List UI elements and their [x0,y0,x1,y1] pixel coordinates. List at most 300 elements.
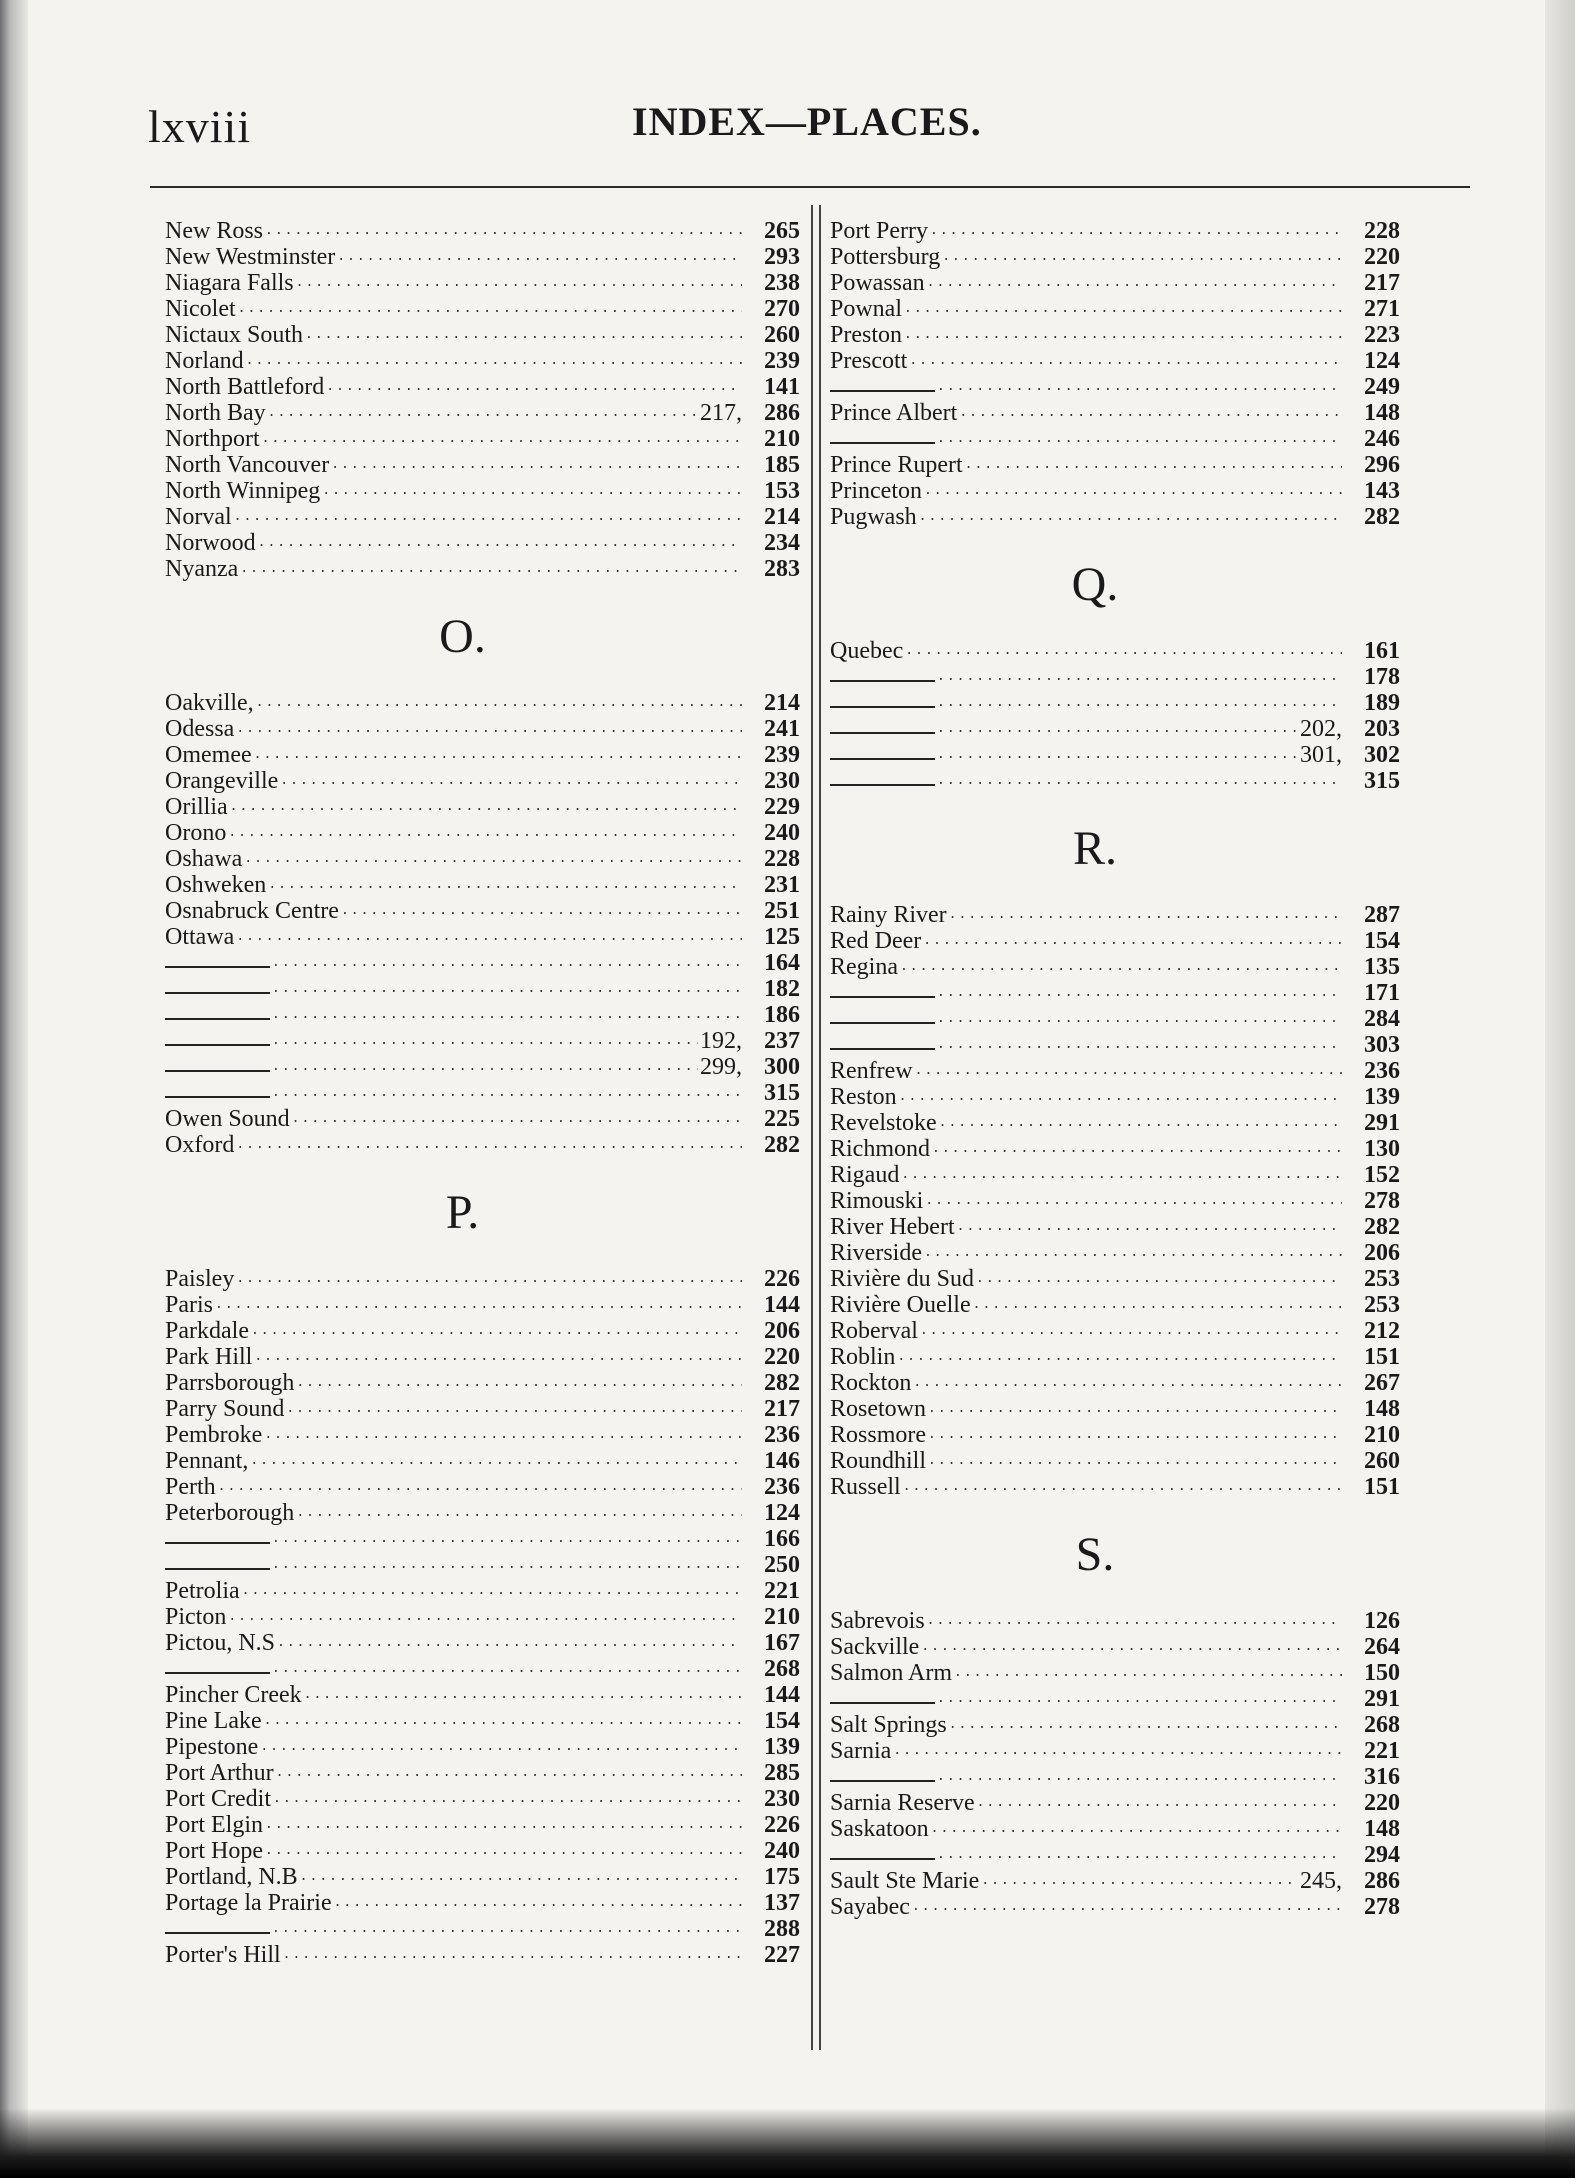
page-ref: 161 [1364,638,1400,664]
dot-leader [273,1786,742,1812]
page-ref: 284 [1364,1006,1400,1032]
place-name: North Battleford [165,374,325,400]
index-entry [165,218,800,244]
place-name: Pictou, N.S [165,1630,276,1656]
page-ref: 124 [1364,348,1400,374]
index-entry [165,530,800,556]
dot-leader [900,954,1342,980]
page-ref: 286 [764,400,800,426]
page-ref: 246 [1364,426,1400,452]
index-entry [830,400,1400,426]
index-entry [830,1738,1400,1764]
dot-leader [240,556,742,582]
dot-leader [246,348,742,374]
index-entry [830,1240,1400,1266]
index-entry [165,794,800,820]
place-name: Nyanza [165,556,239,582]
page-ref: 139 [764,1734,800,1760]
dot-leader [897,1344,1342,1370]
dot-leader [292,1106,742,1132]
place-name: Portage la Prairie [165,1890,332,1916]
index-continuation-row [165,1028,800,1054]
index-entry [165,322,800,348]
dot-leader [236,716,742,742]
dot-leader [341,898,742,924]
page-ref: 225 [764,1106,800,1132]
index-entry [830,348,1400,374]
page-ref: 214 [764,690,800,716]
index-entry [165,1132,800,1158]
dot-leader [977,1790,1342,1816]
place-name: Roundhill [830,1448,927,1474]
place-name: Regina [830,954,898,980]
dot-leader [258,530,742,556]
ditto-dash [830,1022,935,1024]
index-continuation-row [830,664,1400,690]
place-name: Rivière Ouelle [830,1292,971,1318]
page-ref: 210 [764,426,800,452]
right-index-column [830,218,1400,1920]
place-name: Rossmore [830,1422,926,1448]
index-entry [830,1084,1400,1110]
page-ref: 203 [1364,716,1400,742]
place-name: Pincher Creek [165,1682,302,1708]
index-entry [830,1816,1400,1842]
page-ref: 282 [764,1370,800,1396]
ditto-dash [165,1096,270,1098]
dot-leader [272,1656,742,1682]
ditto-dash [165,1568,270,1570]
index-continuation-row [830,1764,1400,1790]
page-ref: 282 [1364,1214,1400,1240]
place-name: Picton [165,1604,227,1630]
page-ref: 130 [1364,1136,1400,1162]
index-entry [165,1370,800,1396]
page-ref: 185 [764,452,800,478]
page-gutter-shadow [0,0,28,2178]
index-entry [165,846,800,872]
place-name: Nicolet [165,296,236,322]
dot-leader [949,902,1342,928]
dot-leader [272,1028,698,1054]
place-name: Sarnia [830,1738,892,1764]
place-name: Riverside [830,1240,922,1266]
place-name: Saskatoon [830,1816,929,1842]
dot-leader [265,1838,742,1864]
page-ref: 296 [1364,452,1400,478]
dot-leader [272,1080,742,1106]
index-entry [165,348,800,374]
page-ref: 125 [764,924,800,950]
index-entry [165,374,800,400]
index-entry [165,1500,800,1526]
place-name: Perth [165,1474,216,1500]
place-name: Pembroke [165,1422,263,1448]
place-name: Ottawa [165,924,235,950]
dot-leader [234,504,742,530]
index-entry [830,902,1400,928]
page-ref: 293 [764,244,800,270]
index-entry [830,1660,1400,1686]
page-ref: 151 [1364,1344,1400,1370]
index-entry [165,452,800,478]
place-name: Nictaux South [165,322,303,348]
dot-leader [260,1734,742,1760]
place-name: Orono [165,820,227,846]
index-entry [165,820,800,846]
index-entry [830,1214,1400,1240]
dot-leader [215,1292,742,1318]
dot-leader [981,1868,1298,1894]
dot-leader [272,976,742,1002]
page-ref: 234 [764,530,800,556]
index-entry [830,1712,1400,1738]
place-name: Revelstoke [830,1110,937,1136]
place-name: Odessa [165,716,235,742]
place-name: Pine Lake [165,1708,262,1734]
dot-leader [262,426,742,452]
page-ref: 241 [764,716,800,742]
page-ref: 270 [764,296,800,322]
dot-leader [251,1318,742,1344]
place-name: Russell [830,1474,901,1500]
dot-leader [937,1006,1342,1032]
page-title: INDEX—PLACES. [632,99,982,144]
place-name: Norwood [165,530,256,556]
dot-leader [264,1422,742,1448]
index-continuation-row [165,1916,800,1942]
place-name: Parkdale [165,1318,249,1344]
dot-leader [236,1266,742,1292]
page-ref: 206 [764,1318,800,1344]
page-ref: 221 [1364,1738,1400,1764]
index-entry [830,1608,1400,1634]
page-ref: 221 [764,1578,800,1604]
dot-leader [976,1266,1342,1292]
index-entry [165,1578,800,1604]
ditto-dash [830,1780,935,1782]
ditto-dash [165,1044,270,1046]
dot-leader [238,296,742,322]
index-entry [165,1292,800,1318]
page-ref: 265 [764,218,800,244]
page-ref: 214 [764,504,800,530]
page-ref: 182 [764,976,800,1002]
place-name: Sarnia Reserve [830,1790,975,1816]
dot-leader [256,690,742,716]
page-ref: 286 [1364,1868,1400,1894]
index-entry [165,1708,800,1734]
page-ref: 226 [764,1812,800,1838]
index-entry [165,556,800,582]
index-continuation-row [830,716,1400,742]
index-entry [830,1868,1400,1894]
place-name: Niagara Falls [165,270,294,296]
place-name: Sayabec [830,1894,910,1920]
dot-leader [937,1764,1342,1790]
ditto-dash [165,966,270,968]
place-name: Reston [830,1084,897,1110]
page-ref: 153 [764,478,800,504]
page-ref: 220 [1364,244,1400,270]
page-ref: 260 [764,322,800,348]
index-entry [165,690,800,716]
index-entry [830,296,1400,322]
index-entry [165,1344,800,1370]
page-ref: 217 [1364,270,1400,296]
page-ref: 144 [764,1682,800,1708]
page-ref: 135 [1364,954,1400,980]
page-ref: 267 [1364,1370,1400,1396]
index-entry [165,1942,800,1968]
place-name: Red Deer [830,928,922,954]
place-name: Sackville [830,1634,920,1660]
dot-leader [236,924,742,950]
index-entry [165,1682,800,1708]
place-name: Pipestone [165,1734,259,1760]
place-name: Oakville, [165,690,254,716]
page-ref: 175 [764,1864,800,1890]
page-ref: 237 [764,1028,800,1054]
place-name: River Hebert [830,1214,955,1240]
place-name: North Winnipeg [165,478,321,504]
index-entry [165,1812,800,1838]
place-name: New Westminster [165,244,336,270]
dot-leader [305,322,742,348]
dot-leader [893,1738,1342,1764]
index-entry [830,1634,1400,1660]
place-name: Parry Sound [165,1396,285,1422]
page-ref: 226 [764,1266,800,1292]
place-name: Salmon Arm [830,1660,953,1686]
ditto-dash [830,1858,935,1860]
dot-leader [927,270,1342,296]
page-ref: 251 [764,898,800,924]
index-continuation-row [830,1032,1400,1058]
page-ref: 151 [1364,1474,1400,1500]
page-ref: 283 [764,556,800,582]
place-name: Roberval [830,1318,918,1344]
page-ref: 146 [764,1448,800,1474]
index-entry [830,1474,1400,1500]
page-ref: 154 [1364,928,1400,954]
index-entry [165,400,800,426]
place-name: Port Arthur [165,1760,274,1786]
place-name: Paris [165,1292,213,1318]
dot-leader [322,478,742,504]
place-name: Orangeville [165,768,279,794]
place-name: North Vancouver [165,452,330,478]
dot-leader [931,1816,1342,1842]
index-entry [165,1318,800,1344]
ditto-dash [830,784,935,786]
place-name: Princeton [830,478,922,504]
page-ref: 291 [1364,1686,1400,1712]
index-entry [165,504,800,530]
page-ref: 148 [1364,400,1400,426]
header-rule [150,186,1470,188]
dot-leader [954,1660,1342,1686]
dot-leader [286,1396,742,1422]
index-entry [830,478,1400,504]
index-entry [830,1790,1400,1816]
ditto-dash [165,1542,270,1544]
dot-leader [949,1712,1342,1738]
index-entry [830,1162,1400,1188]
section-letter: S. [1075,1527,1115,1581]
dot-leader [236,1132,742,1158]
place-name: Omemee [165,742,252,768]
index-continuation-row [830,1842,1400,1868]
dot-leader [334,1890,742,1916]
page-ref: 152 [1364,1162,1400,1188]
page-ref: 268 [1364,1712,1400,1738]
index-entry [165,1266,800,1292]
index-entry [830,1396,1400,1422]
page-ref: 239 [764,742,800,768]
index-entry [165,478,800,504]
page-ref: 139 [1364,1084,1400,1110]
place-name: Rockton [830,1370,912,1396]
ditto-dash [830,680,935,682]
dot-leader [904,296,1342,322]
dot-leader [957,1214,1342,1240]
index-entry [830,1110,1400,1136]
dot-leader [899,1084,1342,1110]
index-entry [165,1604,800,1630]
ditto-dash [165,1672,270,1674]
dot-leader [937,742,1298,768]
dot-leader [912,1894,1342,1920]
ditto-dash [165,1070,270,1072]
index-continuation-row [830,426,1400,452]
index-entry [830,1058,1400,1084]
dot-leader [928,1396,1342,1422]
place-name: Port Perry [830,218,928,244]
dot-leader [973,1292,1342,1318]
index-entry [830,1894,1400,1920]
dot-leader [268,872,742,898]
page-ref: 137 [764,1890,800,1916]
place-name: Pennant, [165,1448,249,1474]
index-entry [830,1448,1400,1474]
page-ref: 253 [1364,1292,1400,1318]
page-ref: 250 [764,1552,800,1578]
index-entry [165,1422,800,1448]
dot-leader [218,1474,742,1500]
index-entry [165,296,800,322]
page-ref: 278 [1364,1188,1400,1214]
dot-leader [932,1136,1342,1162]
dot-leader [937,716,1298,742]
dot-leader [264,1708,742,1734]
page-ref: 178 [1364,664,1400,690]
dot-leader [337,244,742,270]
dot-leader [272,1054,698,1080]
index-continuation-row [830,742,1400,768]
place-name: Prince Albert [830,400,958,426]
page-ref: 294 [1364,1842,1400,1868]
dot-leader [242,1578,742,1604]
place-name: Pottersburg [830,244,941,270]
dot-leader [937,426,1342,452]
extra-page-ref: 202, [1300,716,1342,742]
dot-leader [272,1002,742,1028]
index-entry [830,504,1400,530]
place-name: Quebec [830,638,904,664]
page-ref: 154 [764,1708,800,1734]
page-ref: 166 [764,1526,800,1552]
dot-leader [228,1604,742,1630]
extra-page-ref: 299, [700,1054,742,1080]
dot-leader [913,1370,1342,1396]
ditto-dash [830,996,935,998]
dot-leader [272,1526,742,1552]
dot-leader [921,1634,1342,1660]
page-ref: 316 [1364,1764,1400,1790]
dot-leader [265,218,742,244]
place-name: Prince Rupert [830,452,963,478]
column-divider [811,205,821,2050]
place-name: Norland [165,348,244,374]
index-continuation-row [830,1686,1400,1712]
page-ref: 171 [1364,980,1400,1006]
page-ref: 236 [1364,1058,1400,1084]
page-ref: 302 [1364,742,1400,768]
index-entry [165,1760,800,1786]
dot-leader [927,1608,1342,1634]
page-ref: 186 [764,1002,800,1028]
dot-leader [930,218,1342,244]
dot-leader [937,664,1342,690]
dot-leader [901,1162,1342,1188]
index-continuation-row [830,768,1400,794]
index-entry [830,322,1400,348]
index-continuation-row [165,950,800,976]
dot-leader [937,374,1342,400]
index-entry [165,1838,800,1864]
page-ref: 164 [764,950,800,976]
place-name: Powassan [830,270,925,296]
page-ref: 300 [764,1054,800,1080]
dot-leader [304,1682,742,1708]
ditto-dash [830,758,935,760]
index-entry [165,1890,800,1916]
place-name: Port Hope [165,1838,263,1864]
index-entry [165,270,800,296]
page-ref: 227 [764,1942,800,1968]
index-entry [830,1422,1400,1448]
dot-leader [939,1110,1342,1136]
place-name: Oshweken [165,872,267,898]
page-ref: 291 [1364,1110,1400,1136]
page-ref: 212 [1364,1318,1400,1344]
index-continuation-row [165,1080,800,1106]
index-entry [830,452,1400,478]
dot-leader [331,452,742,478]
dot-leader [296,1370,742,1396]
index-entry [165,1786,800,1812]
page-ref: 229 [764,794,800,820]
dot-leader [924,478,1342,504]
dot-leader [272,950,742,976]
page-ref: 167 [764,1630,800,1656]
index-entry [165,716,800,742]
place-name: Prescott [830,348,908,374]
dot-leader [925,1188,1342,1214]
page-ref: 230 [764,768,800,794]
page-ref: 150 [1364,1660,1400,1686]
